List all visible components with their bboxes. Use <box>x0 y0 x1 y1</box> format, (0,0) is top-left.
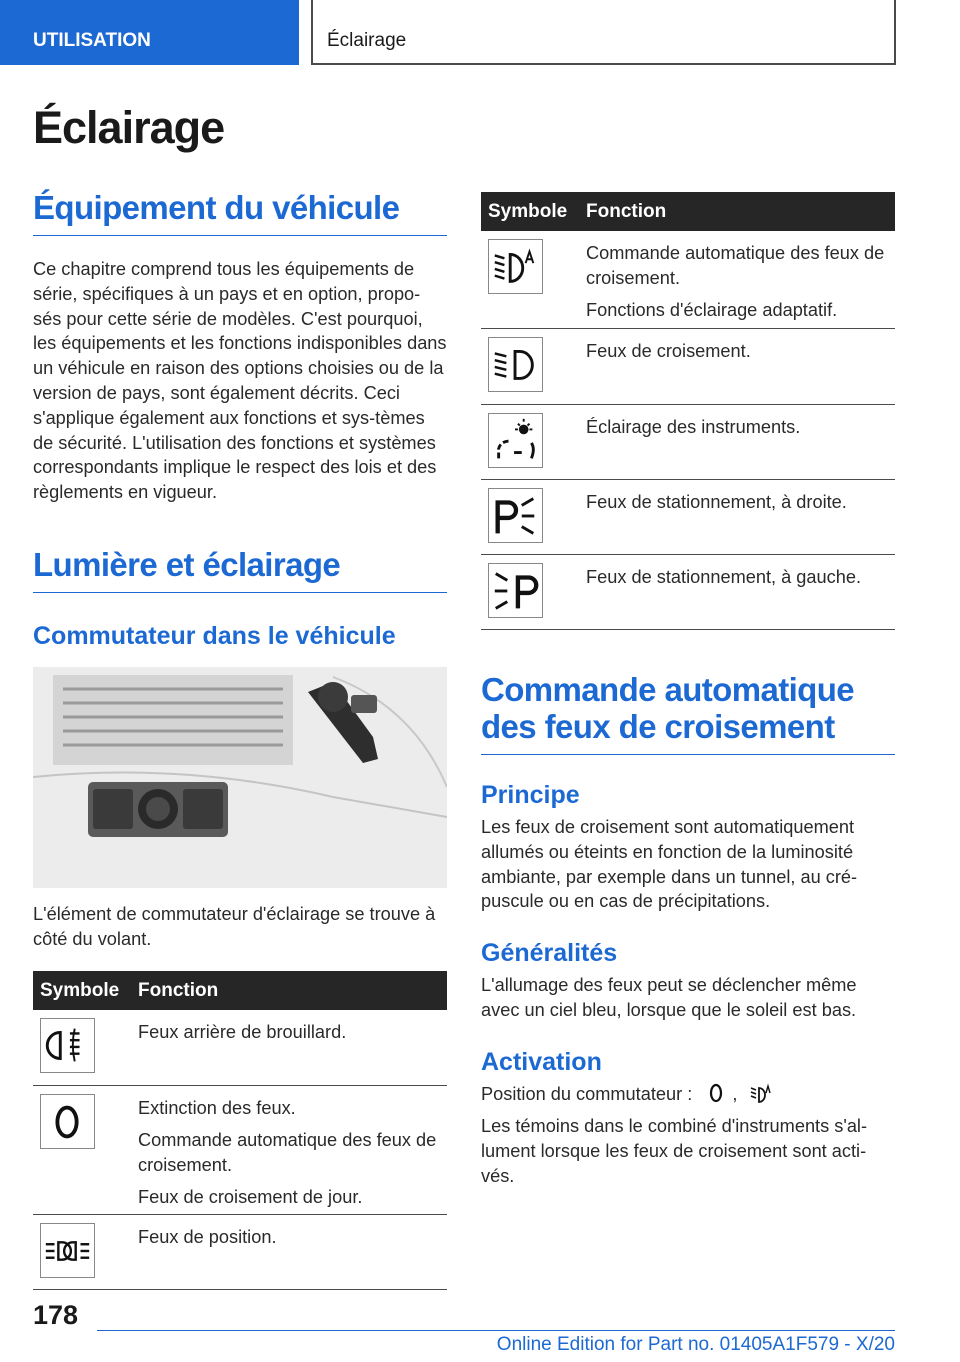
activation-separator: , <box>732 1083 738 1104</box>
photo-caption: L'élément de commutateur d'éclairage se trouve à côté du volant. <box>33 903 436 949</box>
function-text: Feux de croisement de jour. <box>138 1186 363 1207</box>
function-text: Extinction des feux. <box>138 1098 296 1119</box>
light-switch-illustration <box>33 667 447 888</box>
heading-principe: Principe <box>481 780 580 809</box>
paragraph-equipement: Ce chapitre comprend tous les équipements de série, spécifiques à un pays et en option, propo-sés pour cette série de modèles. C'est pourquoi, les équipements et les fonctions indisponibles dans un véhicule en raison des options choisies ou de la version de pays, sont également décrits. Ceci s'applique également aux fonctions et sys-tèmes de sécurité. L'utilisation des fonctions et systèmes correspondants implique le respect des lois et des règlements en vigueur. <box>33 258 447 503</box>
paragraph-principe: Les feux de croisement sont automatiquement allumés ou éteints en fonction de la luminosité ambiante, par exemple dans un tunnel, au cré-puscule ou en cas de précipitations. <box>481 816 858 912</box>
table-row <box>481 329 895 405</box>
page-number: 178 <box>33 1300 79 1330</box>
left-column <box>33 190 447 1290</box>
function-text: Commande automatique des feux de croisement. <box>138 1130 437 1176</box>
parking-light-left-icon <box>488 563 543 618</box>
table-row <box>481 555 895 630</box>
footer-divider <box>97 1330 895 1331</box>
function-text: Fonctions d'éclairage adaptatif. <box>586 299 838 320</box>
heading-lumiere: Lumière et éclairage <box>33 547 447 593</box>
lights-off-icon <box>40 1094 95 1149</box>
paragraph-activation: Les témoins dans le combiné d'instruments s'al-lument lorsque les feux de croisement sont acti-vés. <box>481 1116 868 1187</box>
heading-activation: Activation <box>481 1047 602 1076</box>
footer-edition: Online Edition for Part no. 01405A1F579 - X/20 <box>496 1334 895 1355</box>
instrument-lighting-icon <box>488 413 543 468</box>
table-row <box>481 480 895 555</box>
table-row <box>33 1086 447 1215</box>
function-text: Feux de stationnement, à droite. <box>586 492 847 512</box>
column-header-function: Fonction <box>138 979 219 1001</box>
column-header-function: Fonction <box>586 200 667 222</box>
rear-fog-light-icon <box>40 1018 95 1073</box>
paragraph-generalites: L'allumage des feux peut se déclencher même avec un ciel bleu, lorsque que le soleil est bas. <box>481 975 857 1020</box>
heading-equipement: Équipement du véhicule <box>33 190 447 236</box>
symbols-table-right <box>481 192 895 630</box>
lights-off-inline-icon <box>705 1082 727 1104</box>
column-header-symbol: Symbole <box>488 200 568 222</box>
column-header-symbol: Symbole <box>40 979 120 1001</box>
heading-commande-automatique: Commande automatique des feux de croisement <box>481 672 895 755</box>
parking-light-right-icon <box>488 488 543 543</box>
function-text: Éclairage des instruments. <box>586 417 801 437</box>
table-header <box>481 192 895 231</box>
auto-low-beam-inline-icon <box>749 1082 775 1104</box>
header-section-label: UTILISATION <box>0 0 299 65</box>
light-switch-photo <box>33 667 447 888</box>
table-row <box>33 1010 447 1086</box>
header-topic-label: Éclairage <box>311 0 896 65</box>
table-row <box>481 405 895 480</box>
function-text: Feux de croisement. <box>586 341 751 361</box>
table-header <box>33 971 447 1010</box>
table-row <box>33 1215 447 1290</box>
heading-commutateur: Commutateur dans le véhicule <box>33 621 396 650</box>
function-text: Feux de stationnement, à gauche. <box>586 567 862 587</box>
right-column <box>481 192 895 1189</box>
activation-position-label: Position du commutateur : <box>481 1083 693 1104</box>
position-lights-icon <box>40 1223 95 1278</box>
paragraph-activation-position <box>481 1082 895 1107</box>
function-text: Feux arrière de brouillard. <box>138 1022 347 1043</box>
function-text: Commande automatique des feux de croisement. <box>586 243 885 288</box>
symbols-table-left <box>33 971 447 1290</box>
page-title: Éclairage <box>33 102 225 153</box>
auto-low-beam-icon <box>488 239 543 294</box>
heading-generalites: Généralités <box>481 939 618 968</box>
function-text: Feux de position. <box>138 1227 277 1248</box>
low-beam-icon <box>488 337 543 392</box>
table-row <box>481 231 895 329</box>
